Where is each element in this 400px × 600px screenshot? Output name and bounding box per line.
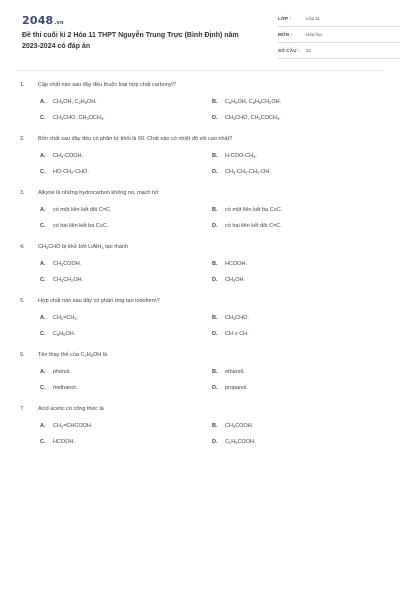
meta-count-label: SỐ CÂU : bbox=[278, 48, 300, 53]
option-letter: C. bbox=[40, 439, 46, 445]
option-text: phenol. bbox=[53, 369, 72, 375]
option-letter: A. bbox=[40, 423, 46, 429]
answer-option[interactable] bbox=[40, 98, 97, 107]
answer-option[interactable] bbox=[212, 260, 247, 268]
answer-option[interactable] bbox=[212, 98, 281, 107]
question-item bbox=[20, 134, 380, 182]
question-item bbox=[20, 242, 380, 290]
meta-subject-row bbox=[278, 30, 400, 43]
answer-option[interactable] bbox=[40, 384, 77, 392]
question-prompt: Tên thay thế của $C_2H_5OH$ là bbox=[38, 352, 107, 358]
question-text bbox=[20, 404, 380, 414]
answer-options bbox=[20, 90, 380, 128]
answer-option[interactable] bbox=[40, 368, 71, 376]
option-text: $CH_3CHO$, $CH_3OCH_3$. bbox=[53, 115, 105, 121]
option-text: $C_6H_5OH$. bbox=[53, 331, 76, 337]
option-text: CH ≡ CH. bbox=[225, 331, 249, 337]
option-letter: B. bbox=[212, 261, 218, 267]
answer-options bbox=[20, 360, 380, 398]
meta-class-value: Lớp 11 bbox=[306, 16, 320, 21]
site-logo[interactable] bbox=[22, 14, 64, 27]
option-letter: B. bbox=[212, 369, 218, 375]
option-text: $CH_3OH$, $C_2H_5OH$. bbox=[53, 99, 97, 105]
option-text: $HO-CH_2$-CHO. bbox=[53, 169, 89, 175]
option-letter: D. bbox=[212, 331, 218, 337]
option-letter: D. bbox=[212, 169, 218, 175]
answer-option[interactable] bbox=[212, 152, 257, 161]
option-text: ethanol. bbox=[225, 369, 245, 375]
answer-options bbox=[20, 306, 380, 344]
option-text: methanol. bbox=[53, 385, 78, 391]
option-text: $C_6H_5OH$, $C_6H_5CH_2OH$. bbox=[225, 99, 282, 105]
exam-title: Đề thi cuối kì 2 Hóa 11 THPT Nguyễn Trung Trực (Bình Định) năm 2023-2024 có đáp án bbox=[22, 32, 239, 50]
question-prompt: Cặp chất nào sau đây đều thuộc loại hợp chất carbonyl? bbox=[38, 82, 176, 88]
option-letter: C. bbox=[40, 385, 46, 391]
question-text bbox=[20, 188, 380, 198]
question-number: 5. bbox=[20, 298, 25, 304]
meta-class-row bbox=[278, 14, 400, 27]
option-letter: D. bbox=[212, 439, 218, 445]
answer-option[interactable] bbox=[212, 222, 282, 230]
option-letter: D. bbox=[212, 223, 218, 229]
question-prompt: Hợp chất nào sau đây có phản ứng tạo iodoform? bbox=[38, 298, 160, 304]
answer-option[interactable] bbox=[40, 422, 92, 431]
answer-option[interactable] bbox=[212, 330, 249, 338]
question-text bbox=[20, 350, 380, 360]
question-number: 3. bbox=[20, 190, 25, 196]
answer-option[interactable] bbox=[212, 114, 281, 123]
option-letter: C. bbox=[40, 169, 46, 175]
option-letter: D. bbox=[212, 277, 218, 283]
answer-option[interactable] bbox=[40, 330, 75, 339]
option-text: HCOOH. bbox=[53, 439, 75, 445]
answer-option[interactable] bbox=[212, 314, 249, 323]
option-letter: C. bbox=[40, 223, 46, 229]
answer-option[interactable] bbox=[212, 206, 282, 214]
answer-options bbox=[20, 414, 380, 452]
question-item bbox=[20, 350, 380, 398]
option-text: $CH_3CH_2OH$. bbox=[53, 277, 84, 283]
option-letter: B. bbox=[212, 99, 218, 105]
question-number: 7. bbox=[20, 406, 25, 412]
answer-option[interactable] bbox=[40, 168, 89, 177]
option-text: $H-COO-CH_3$. bbox=[225, 153, 257, 159]
question-item bbox=[20, 296, 380, 344]
answer-options bbox=[20, 144, 380, 182]
question-prompt: Alkyne là những hydrocarbon không no, mạch hở bbox=[38, 190, 159, 196]
answer-option[interactable] bbox=[40, 438, 75, 446]
question-item bbox=[20, 80, 380, 128]
option-text: có hai liên kết đôi C=C. bbox=[225, 223, 282, 229]
option-text: $CH_3COOH$. bbox=[53, 261, 82, 267]
option-text: $C_2H_5COOH$. bbox=[225, 439, 256, 445]
option-letter: A. bbox=[40, 153, 46, 159]
answer-option[interactable] bbox=[40, 260, 81, 269]
question-text bbox=[20, 242, 380, 252]
header-divider bbox=[16, 70, 384, 71]
option-letter: D. bbox=[212, 115, 218, 121]
option-letter: B. bbox=[212, 423, 218, 429]
logo-suffix: .vn bbox=[54, 20, 64, 26]
answer-option[interactable] bbox=[212, 168, 271, 177]
option-text: $CH_3-CH_2-CH_2-OH$. bbox=[225, 169, 271, 175]
meta-class-label: LỚP : bbox=[278, 16, 292, 21]
question-text bbox=[20, 80, 380, 90]
question-number: 2. bbox=[20, 136, 25, 142]
option-text: $CH_3$-COOH. bbox=[53, 153, 84, 159]
option-letter: C. bbox=[40, 277, 46, 283]
exam-header bbox=[22, 14, 382, 66]
question-item bbox=[20, 188, 380, 236]
meta-subject-value: Hóa học bbox=[306, 32, 323, 37]
answer-option[interactable] bbox=[212, 368, 245, 376]
answer-options bbox=[20, 252, 380, 290]
answer-option[interactable] bbox=[212, 276, 245, 285]
option-letter: A. bbox=[40, 369, 46, 375]
option-text: $CH_2=CH_2$. bbox=[53, 315, 79, 321]
question-prompt: Bốn chất sau đây đều có phân tử khối là 60. Chất nào có nhiệt độ sôi cao nhất? bbox=[38, 136, 233, 142]
answer-option[interactable] bbox=[40, 222, 109, 230]
option-text: có một liên kết ba C≡C. bbox=[225, 207, 283, 213]
option-letter: C. bbox=[40, 331, 46, 337]
option-text: $CH_3CHO$, $CH_3COCH_3$. bbox=[225, 115, 281, 121]
question-number: 1. bbox=[20, 82, 25, 88]
option-text: có hai liên kết ba C≡C. bbox=[53, 223, 109, 229]
option-text: $CH_3CHO$. bbox=[225, 315, 249, 321]
question-text bbox=[20, 134, 380, 144]
option-text: propanol. bbox=[225, 385, 248, 391]
question-prompt: Acid acetic có công thức là bbox=[38, 406, 104, 412]
answer-option[interactable] bbox=[40, 276, 83, 285]
answer-option[interactable] bbox=[40, 114, 105, 123]
meta-subject-label: MÔN : bbox=[278, 32, 293, 37]
option-letter: B. bbox=[212, 153, 218, 159]
option-letter: A. bbox=[40, 261, 46, 267]
question-prompt: $CH_3CHO$ bị khử bởi LiAlH$_4$ tạo thành bbox=[38, 244, 129, 250]
option-text: $CH_3COOH$. bbox=[225, 423, 254, 429]
question-item bbox=[20, 404, 380, 452]
question-text bbox=[20, 296, 380, 306]
option-letter: B. bbox=[212, 207, 218, 213]
answer-options bbox=[20, 198, 380, 236]
answer-option[interactable] bbox=[40, 314, 78, 323]
option-text: HCOOH. bbox=[225, 261, 247, 267]
answer-option[interactable] bbox=[40, 152, 83, 161]
exam-meta bbox=[278, 14, 400, 62]
option-letter: C. bbox=[40, 115, 46, 121]
option-letter: A. bbox=[40, 207, 46, 213]
meta-count-row bbox=[278, 46, 400, 59]
option-letter: B. bbox=[212, 315, 218, 321]
logo-text: 2048 bbox=[22, 14, 54, 27]
option-text: $CH_3OH$. bbox=[225, 277, 245, 283]
answer-option[interactable] bbox=[212, 438, 255, 447]
question-number: 6. bbox=[20, 352, 25, 358]
option-text: có một liên kết đôi C=C. bbox=[53, 207, 112, 213]
option-letter: A. bbox=[40, 315, 46, 321]
option-letter: D. bbox=[212, 385, 218, 391]
answer-option[interactable] bbox=[212, 422, 253, 431]
question-list bbox=[20, 80, 380, 452]
option-text: $CH_2=CHCOOH$. bbox=[53, 423, 93, 429]
answer-option[interactable] bbox=[212, 384, 248, 392]
question-number: 4. bbox=[20, 244, 25, 250]
option-letter: A. bbox=[40, 99, 46, 105]
meta-count-value: 31 bbox=[306, 48, 312, 53]
answer-option[interactable] bbox=[40, 206, 112, 214]
